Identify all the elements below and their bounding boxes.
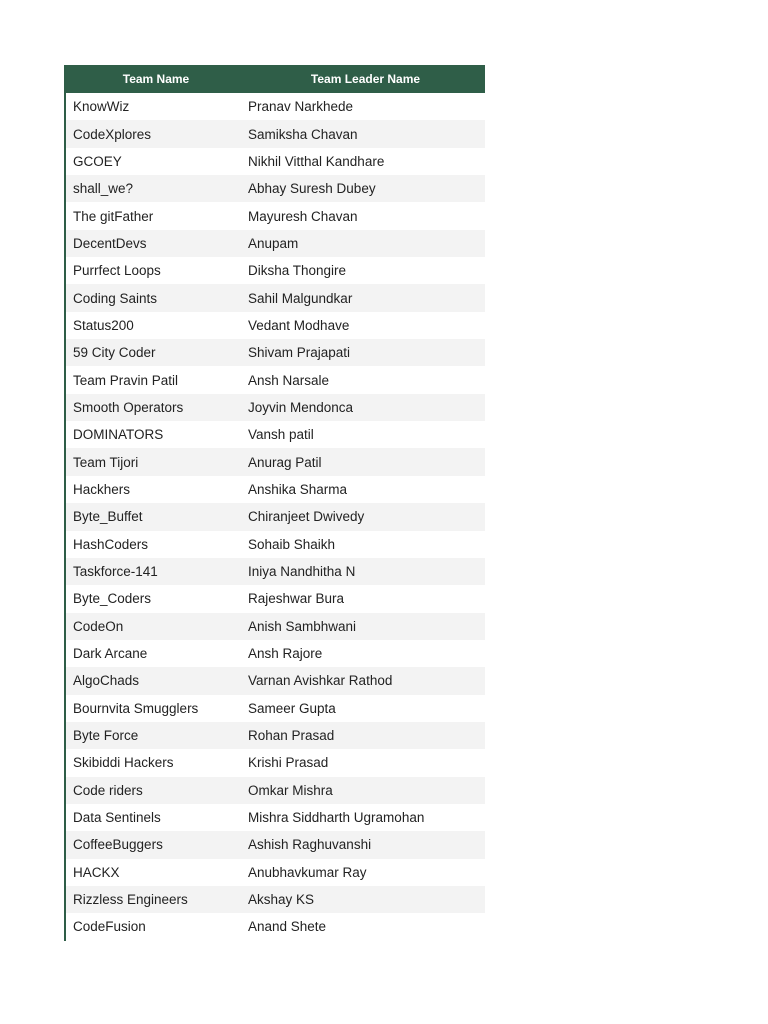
- team-name-cell: Dark Arcane: [73, 646, 148, 662]
- team-name-cell: Byte_Coders: [73, 591, 152, 607]
- team-name-cell: CodeOn: [73, 618, 124, 634]
- table-row: [66, 831, 485, 858]
- team-name-cell: Byte_Buffet: [73, 509, 143, 525]
- team-leader-cell: Akshay KS: [248, 892, 315, 908]
- team-leader-cell: Anupam: [248, 235, 299, 251]
- table-row: [66, 531, 485, 558]
- table-row: [66, 202, 485, 229]
- table-row: [66, 421, 485, 448]
- team-name-cell: Taskforce-141: [73, 564, 158, 580]
- header-team-name: Team Name: [122, 72, 190, 86]
- table-row: [66, 339, 485, 366]
- table-row: [66, 886, 485, 913]
- team-name-cell: Smooth Operators: [73, 399, 184, 415]
- team-name-cell: CodeFusion: [73, 919, 146, 935]
- team-name-cell: HashCoders: [73, 536, 149, 552]
- table-row: [66, 558, 485, 585]
- table-row: [66, 722, 485, 749]
- team-name-cell: Team Tijori: [73, 454, 139, 470]
- team-name-cell: HACKX: [73, 864, 120, 880]
- table-row: [66, 120, 485, 147]
- table-row: [66, 585, 485, 612]
- team-leader-cell: Samiksha Chavan: [248, 126, 358, 142]
- table-row: [66, 613, 485, 640]
- team-name-cell: Hackhers: [73, 481, 131, 497]
- table-row: [66, 366, 485, 393]
- team-name-cell: Status200: [73, 317, 134, 333]
- team-name-cell: CodeXplores: [73, 126, 152, 142]
- team-leader-cell: Krishi Prasad: [248, 755, 329, 771]
- team-leader-cell: Omkar Mishra: [248, 782, 333, 798]
- team-leader-cell: Sameer Gupta: [248, 700, 336, 716]
- team-name-cell: Data Sentinels: [73, 810, 161, 826]
- team-name-cell: AlgoChads: [73, 673, 140, 689]
- table-row: [66, 93, 485, 120]
- table-row: [66, 448, 485, 475]
- team-leader-cell: Anand Shete: [248, 919, 327, 935]
- header-team-leader-name: Team Leader Name: [310, 72, 421, 86]
- table-row: [66, 394, 485, 421]
- team-name-cell: The gitFather: [73, 208, 154, 224]
- table-row: [66, 640, 485, 667]
- table-row: [66, 777, 485, 804]
- team-leader-cell: Ansh Narsale: [248, 372, 330, 388]
- team-leader-cell: Sohaib Shaikh: [248, 536, 336, 552]
- team-name-cell: KnowWiz: [73, 99, 130, 115]
- team-leader-cell: Ashish Raghuvanshi: [248, 837, 372, 853]
- team-leader-cell: Diksha Thongire: [248, 263, 347, 279]
- team-name-cell: Code riders: [73, 782, 143, 798]
- table-row: [66, 503, 485, 530]
- table-row: [66, 913, 485, 940]
- team-leader-cell: Sahil Malgundkar: [248, 290, 353, 306]
- team-name-cell: Coding Saints: [73, 290, 158, 306]
- table-body: [66, 93, 485, 941]
- team-leader-cell: Mishra Siddharth Ugramohan: [248, 810, 425, 826]
- team-leader-cell: Anish Sambhwani: [248, 618, 357, 634]
- team-name-cell: Byte Force: [73, 728, 139, 744]
- team-leader-cell: Varnan Avishkar Rathod: [248, 673, 393, 689]
- team-name-cell: CoffeeBuggers: [73, 837, 163, 853]
- team-name-cell: Rizzless Engineers: [73, 892, 188, 908]
- table-row: [66, 804, 485, 831]
- table-row: [66, 667, 485, 694]
- team-leader-cell: Mayuresh Chavan: [248, 208, 358, 224]
- table-row: [66, 175, 485, 202]
- table-row: [66, 859, 485, 886]
- table-row: [66, 257, 485, 284]
- table-row: [66, 284, 485, 311]
- table-row: [66, 695, 485, 722]
- team-leader-cell: Iniya Nandhitha N: [248, 564, 356, 580]
- team-leader-cell: Nikhil Vitthal Kandhare: [248, 153, 385, 169]
- team-leader-cell: Rohan Prasad: [248, 728, 335, 744]
- team-leader-cell: Chiranjeet Dwivedy: [248, 509, 365, 525]
- team-leader-cell: Anurag Patil: [248, 454, 322, 470]
- team-leader-cell: Shivam Prajapati: [248, 345, 351, 361]
- team-name-cell: 59 City Coder: [73, 345, 156, 361]
- team-name-cell: GCOEY: [73, 153, 122, 169]
- team-leader-cell: Rajeshwar Bura: [248, 591, 345, 607]
- table-row: [66, 749, 485, 776]
- team-name-cell: Skibiddi Hackers: [73, 755, 174, 771]
- team-leader-cell: Anshika Sharma: [248, 481, 348, 497]
- team-name-cell: DecentDevs: [73, 235, 147, 251]
- table-row: [66, 312, 485, 339]
- team-leader-cell: Anubhavkumar Ray: [248, 864, 367, 880]
- team-leader-cell: Ansh Rajore: [248, 646, 323, 662]
- team-leader-cell: Pranav Narkhede: [248, 99, 354, 115]
- team-name-cell: Bournvita Smugglers: [73, 700, 199, 716]
- team-name-cell: shall_we?: [73, 181, 134, 197]
- table-row: [66, 148, 485, 175]
- table-row: [66, 476, 485, 503]
- team-leader-cell: Vedant Modhave: [248, 317, 350, 333]
- team-name-cell: Team Pravin Patil: [73, 372, 179, 388]
- team-name-cell: Purrfect Loops: [73, 263, 161, 279]
- team-table: [64, 65, 485, 941]
- team-leader-cell: Vansh patil: [248, 427, 314, 443]
- team-name-cell: DOMINATORS: [73, 427, 164, 443]
- table-header: [66, 65, 485, 93]
- table-row: [66, 230, 485, 257]
- team-leader-cell: Joyvin Mendonca: [248, 399, 354, 415]
- team-leader-cell: Abhay Suresh Dubey: [248, 181, 376, 197]
